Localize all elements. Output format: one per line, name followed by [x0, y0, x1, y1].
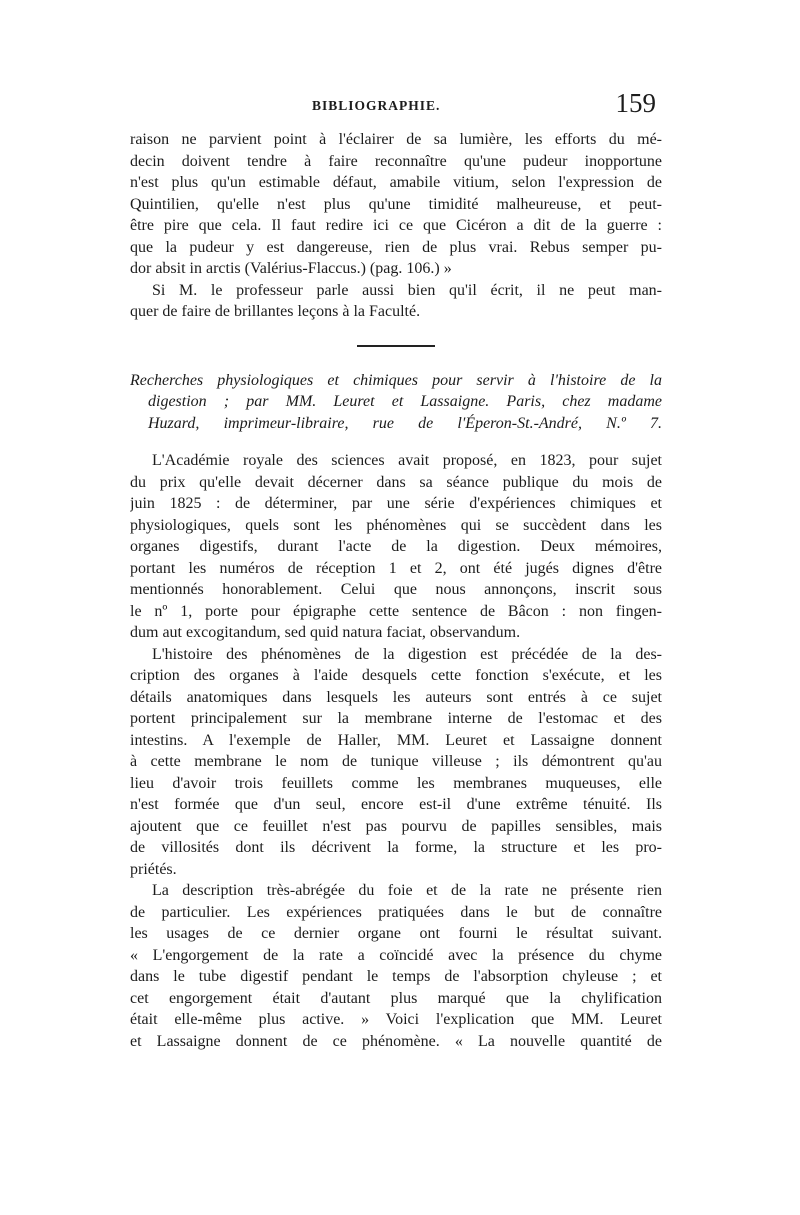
text-line: physiologiques, quels sont les phénomènes qui se succèdent dans les [130, 516, 662, 534]
text-line: de villosités dont ils décrivent la forme, la structure et les pro- [130, 839, 662, 856]
text-line: cription des organes à l'aide desquels cette fonction s'exécute, et les [130, 667, 662, 684]
text-line: n'est plus qu'un estimable défaut, amabile vitium, selon l'expression de [130, 174, 662, 191]
text-line: Si M. le professeur parle aussi bien qu'il écrit, il ne peut man- [152, 281, 662, 299]
text-line: L'histoire des phénomènes de la digestion est précédée de la des- [152, 645, 662, 663]
review-title-line: Recherches physiologiques et chimiques pour servir à l'histoire de la [130, 371, 662, 389]
text-line: portent principalement sur la membrane interne de l'estomac et des [130, 710, 662, 727]
previous-review-closing [130, 280, 662, 323]
text-line: et Lassaigne donnent de ce phénomène. « La nouvelle quantité de [130, 1032, 662, 1050]
text-line: priétés. [130, 860, 177, 878]
text-line: le nº 1, porte pour épigraphe cette sentence de Bâcon : non fingen- [130, 602, 662, 620]
review-title-line: Huzard, imprimeur-libraire, rue de l'Éperon-St.-André, N.º 7. [148, 414, 662, 432]
text-line: cet engorgement était d'autant plus marqué que la chylification [130, 989, 662, 1007]
text-line: « L'engorgement de la rate a coïncidé avec la présence du chyme [130, 946, 662, 964]
section-divider [357, 345, 435, 347]
text-line: juin 1825 : de déterminer, par une série d'expériences chimiques et [130, 495, 662, 512]
text-line: Quintilien, qu'elle n'est plus qu'une timidité malheureuse, et peut- [130, 195, 662, 213]
text-line: quer de faire de brillantes leçons à la Faculté. [130, 303, 421, 320]
running-title: BIBLIOGRAPHIE. [312, 98, 441, 113]
text-line: intestins. A l'exemple de Haller, MM. Leuret et Lassaigne donnent [130, 731, 662, 749]
text-line: être pire que cela. Il faut redire ici ce que Cicéron a dit de la guerre : [130, 217, 662, 234]
previous-review-paragraph [130, 129, 662, 280]
text-line: La description très-abrégée du foie et de la rate ne présente rien [152, 882, 662, 899]
text-line: ajoutent que ce feuillet n'est pas pourvu de papilles sensibles, mais [130, 817, 662, 835]
review-paragraph-3 [130, 880, 662, 1052]
text-line: de particulier. Les expériences pratiquées dans le but de connaître [130, 903, 662, 921]
text-line: détails anatomiques dans lesquels les auteurs sont entrés à ce sujet [130, 688, 662, 706]
text-line: dans le tube digestif pendant le temps de l'absorption chyleuse ; et [130, 968, 662, 985]
text-line: était elle-même plus active. » Voici l'explication que MM. Leuret [130, 1011, 662, 1028]
review-paragraph-1 [130, 450, 662, 644]
text-line: n'est formée que d'un seul, encore est-il d'une extrême ténuité. Ils [130, 796, 662, 813]
running-head [130, 88, 662, 126]
text-line: que la pudeur y est dangereuse, rien de plus vrai. Rebus semper pu- [130, 238, 662, 256]
text-line: lieu d'avoir trois feuillets comme les membranes muqueuses, elle [130, 774, 662, 792]
review-paragraph-2 [130, 644, 662, 881]
text-line: portant les numéros de réception 1 et 2, ont été jugés dignes d'être [130, 559, 662, 577]
review-title-line: digestion ; par MM. Leuret et Lassaigne. Paris, chez madame [148, 393, 662, 410]
text-line: du prix qu'elle devait décerner dans sa séance publique du mois de [130, 473, 662, 491]
text-line: organes digestifs, durant l'acte de la digestion. Deux mémoires, [130, 538, 662, 555]
book-page [130, 88, 662, 1052]
text-line: les usages de ce dernier organe ont fourni le résultat suivant. [130, 925, 662, 942]
text-line: dum aut excogitandum, sed quid natura faciat, observandum. [130, 624, 521, 641]
text-line: mentionnés honorablement. Celui que nous annonçons, inscrit sous [130, 581, 662, 598]
text-line: dor absit in arctis (Valérius-Flaccus.) (pag. 106.) » [130, 260, 452, 277]
text-line: L'Académie royale des sciences avait proposé, en 1823, pour sujet [152, 452, 662, 469]
text-line: à cette membrane le nom de tunique villeuse ; ils démontrent qu'au [130, 753, 662, 770]
review-title [130, 370, 662, 435]
text-line: decin doivent tendre à faire reconnaître qu'une pudeur inopportune [130, 152, 662, 170]
text-line: raison ne parvient point à l'éclairer de sa lumière, les efforts du mé- [130, 131, 662, 148]
page-number: 159 [615, 88, 656, 118]
